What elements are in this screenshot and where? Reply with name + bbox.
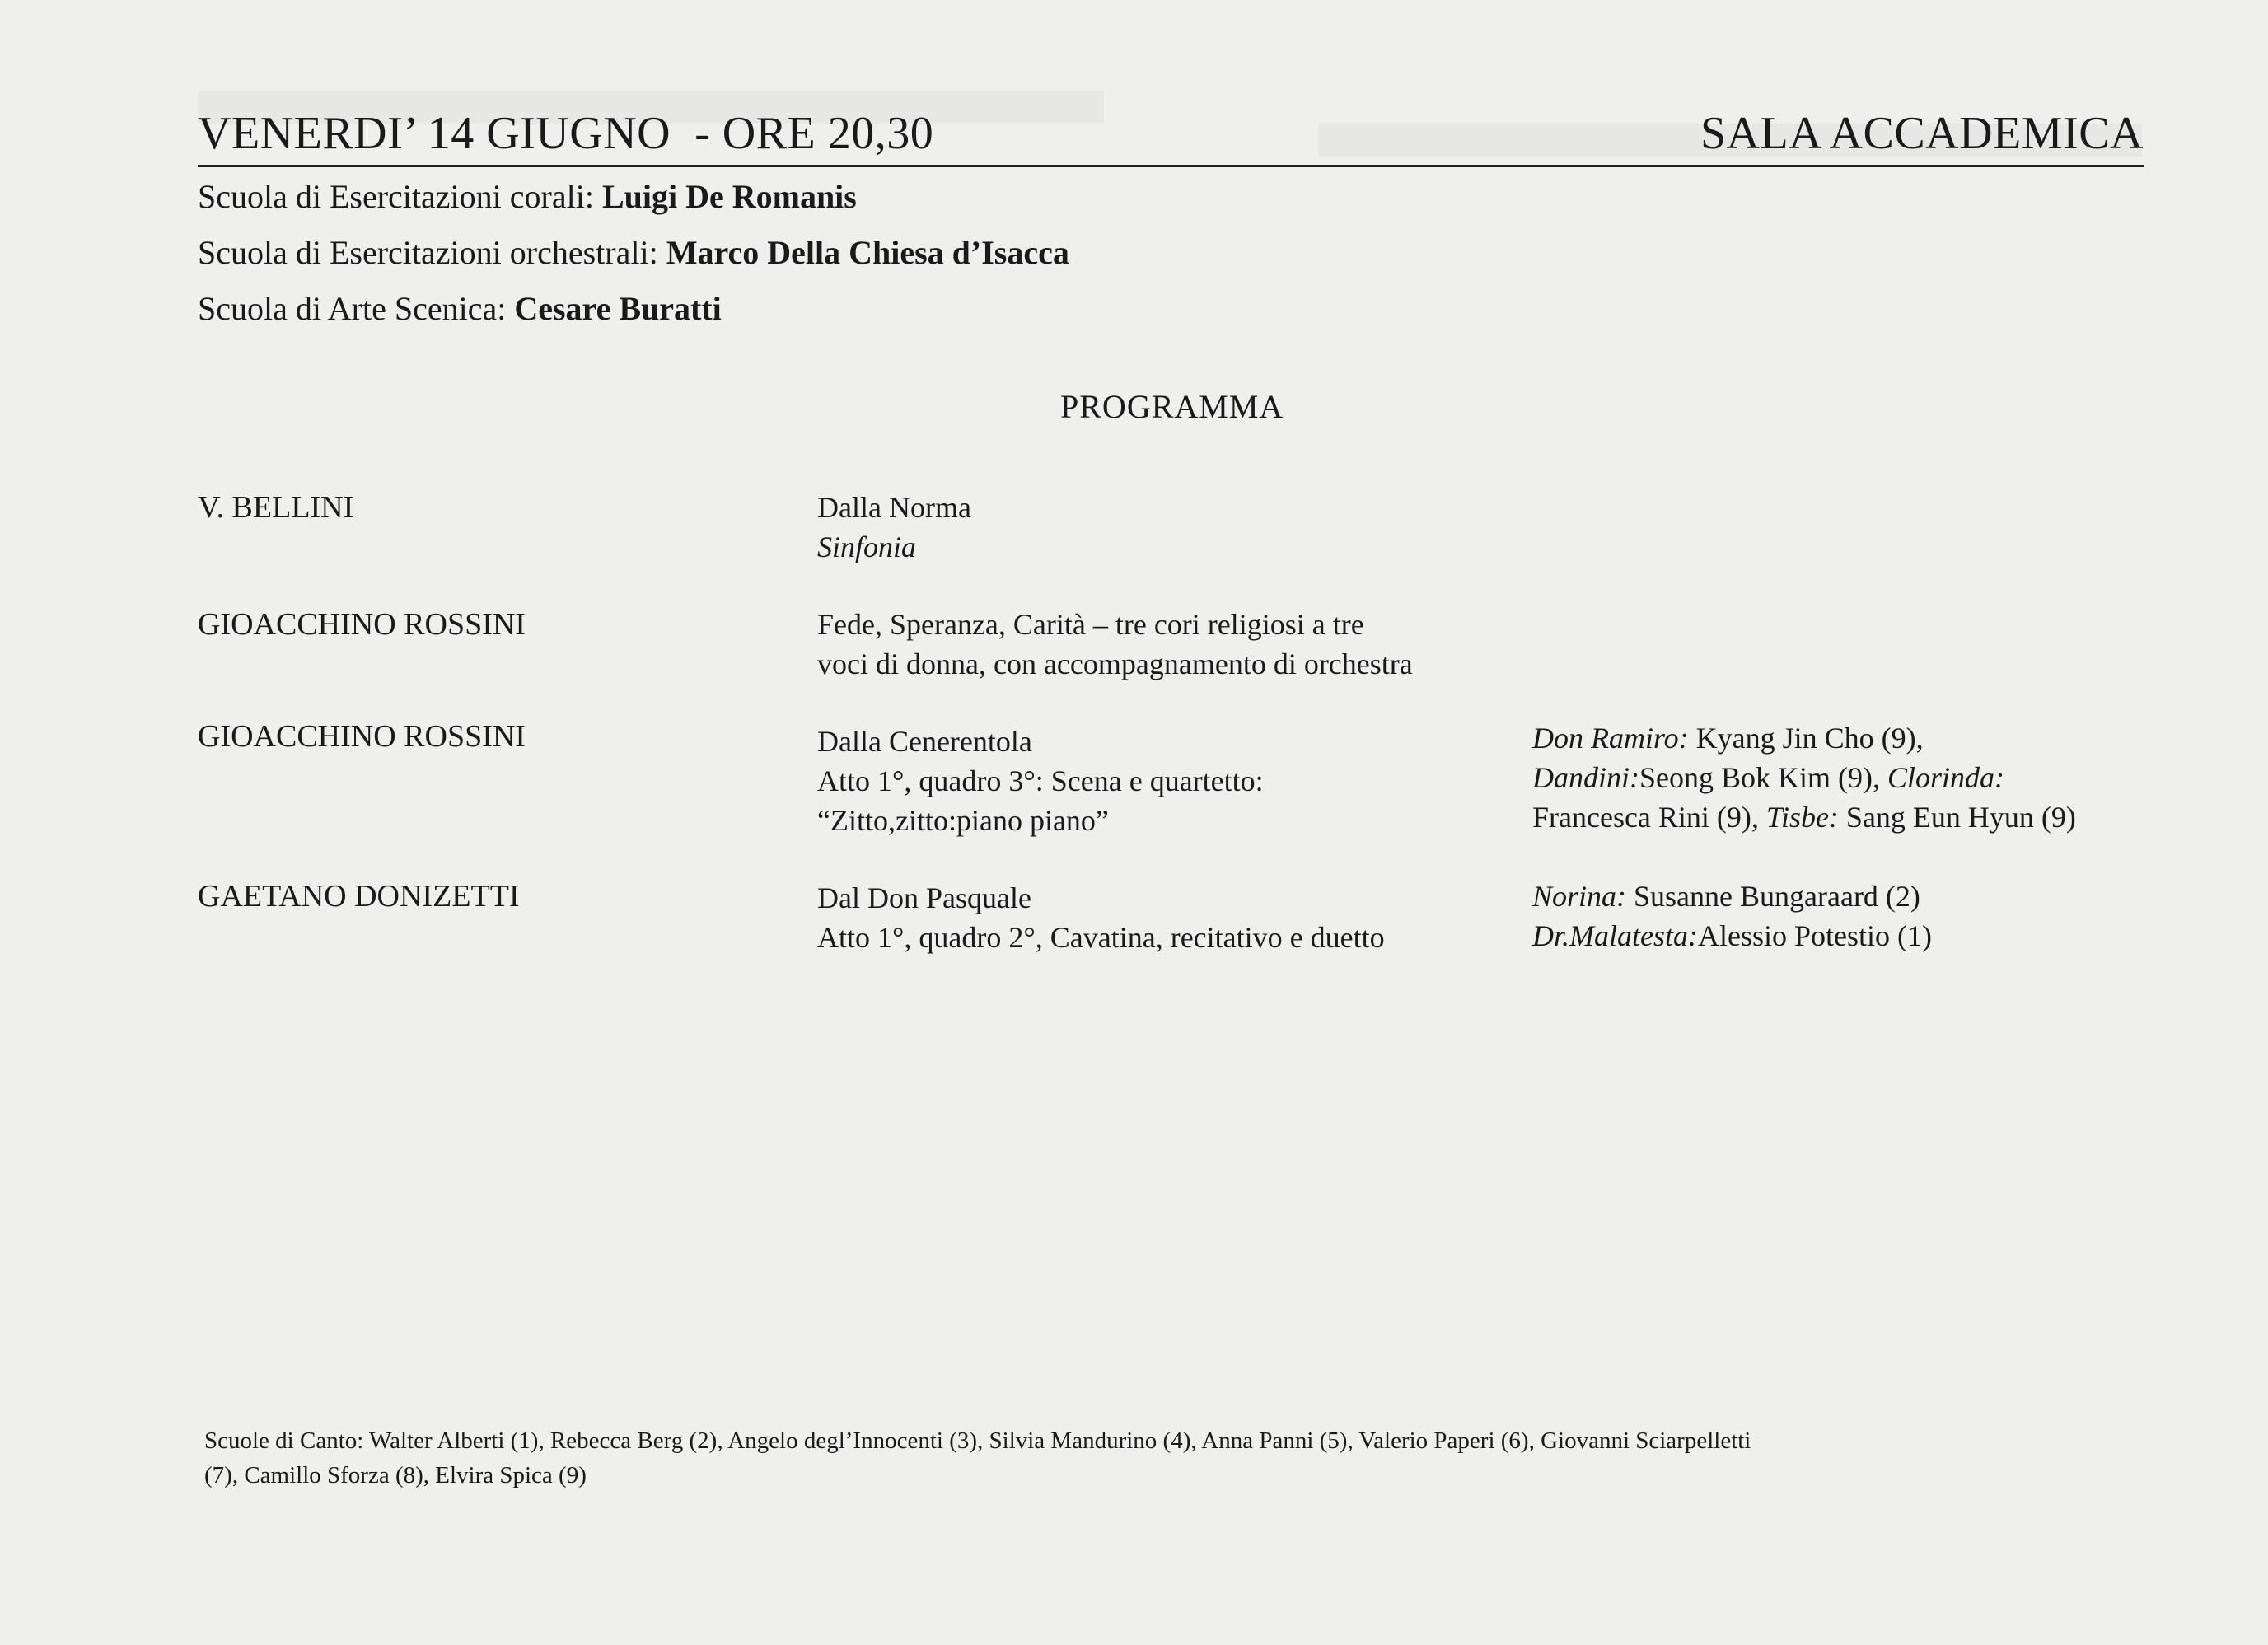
- cast-line: [1532, 916, 1932, 956]
- role-name: Don Ramiro:: [1532, 722, 1689, 755]
- credit-label: Scuola di Esercitazioni corali:: [198, 178, 602, 215]
- work-line: Fede, Speranza, Carità – tre cori religiosi a tre: [817, 608, 1364, 641]
- footnote-line: (7), Camillo Sforza (8), Elvira Spica (9): [204, 1462, 587, 1488]
- singers-footnote: [204, 1423, 2058, 1493]
- cast-line: [1532, 718, 2076, 758]
- singer-name: Kyang Jin Cho (9),: [1688, 722, 1924, 755]
- work-line: Dalla Cenerentola: [817, 725, 1032, 758]
- composer-name: GAETANO DONIZETTI: [198, 879, 520, 914]
- work-line: “Zitto,zitto:piano piano”: [817, 804, 1109, 837]
- composer-name: V. BELLINI: [198, 490, 354, 525]
- work-title: [817, 605, 1413, 684]
- work-line: voci di donna, con accompagnamento di orchestra: [817, 647, 1413, 680]
- work-title: [817, 878, 1385, 957]
- work-line: Sinfonia: [817, 530, 917, 563]
- work-title: [817, 722, 1264, 840]
- composer-name: GIOACCHINO ROSSINI: [198, 607, 526, 642]
- cast-list: [1532, 718, 2076, 837]
- composer-name: GIOACCHINO ROSSINI: [198, 719, 526, 754]
- event-header: [198, 107, 2144, 167]
- work-line: Atto 1°, quadro 3°: Scena e quartetto:: [817, 764, 1264, 797]
- singer-name: Susanne Bungaraard (2): [1626, 880, 1920, 913]
- cast-line: [1532, 758, 2076, 797]
- work-title: [817, 488, 971, 567]
- work-line: Dalla Norma: [817, 491, 971, 524]
- credit-name: Marco Della Chiesa d’Isacca: [666, 234, 1069, 271]
- event-date-time: VENERDI’ 14 GIUGNO - ORE 20,30: [198, 108, 934, 159]
- singer-name: Sang Eun Hyun (9): [1838, 801, 2076, 834]
- credit-stage: [198, 281, 1069, 337]
- role-name: Tisbe:: [1765, 801, 1839, 834]
- role-name: Norina:: [1532, 880, 1627, 913]
- role-name: Clorinda:: [1887, 761, 2005, 794]
- singer-name: Francesca Rini (9),: [1532, 801, 1766, 834]
- singer-name: Seong Bok Kim (9),: [1639, 761, 1887, 794]
- singer-name: Alessio Potestio (1): [1698, 919, 1932, 952]
- credit-name: Cesare Buratti: [514, 290, 722, 327]
- cast-line: [1532, 876, 1932, 916]
- credits-block: [198, 169, 1069, 337]
- work-line: Atto 1°, quadro 2°, Cavatina, recitativo e duetto: [817, 921, 1385, 954]
- footnote-line: Scuole di Canto: Walter Alberti (1), Rebecca Berg (2), Angelo degl’Innocenti (3), Silvia Mandurino (4), Anna Panni (5), Valerio Paperi (6), Giovanni Sciarpelletti: [204, 1428, 1751, 1454]
- credit-name: Luigi De Romanis: [601, 178, 857, 215]
- role-name: Dandini:: [1532, 761, 1639, 794]
- cast-list: [1532, 876, 1932, 956]
- credit-choral: [198, 169, 1069, 225]
- credit-label: Scuola di Esercitazioni orchestrali:: [198, 234, 666, 271]
- credit-label: Scuola di Arte Scenica:: [198, 290, 515, 327]
- event-venue: SALA ACCADEMICA: [1700, 108, 2144, 159]
- cast-line: [1532, 797, 2076, 837]
- programme-heading: PROGRAMMA: [1060, 388, 1284, 425]
- role-name: Dr.Malatesta:: [1532, 919, 1698, 952]
- credit-orchestral: [198, 225, 1069, 281]
- work-line: Dal Don Pasquale: [817, 881, 1031, 914]
